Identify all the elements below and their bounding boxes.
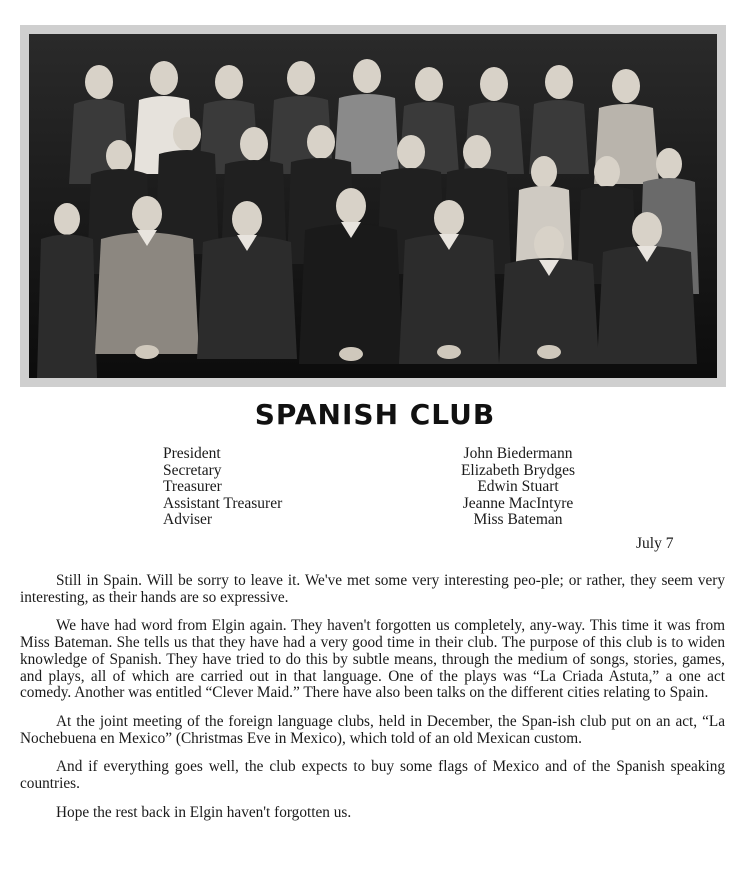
paragraph: Hope the rest back in Elgin haven't forgotten us.: [56, 803, 352, 821]
officer-name: Jeanne MacIntyre: [462, 494, 574, 512]
officer-name: John Biedermann: [463, 445, 573, 462]
article-body: [20, 573, 725, 833]
officer-role: President: [163, 445, 221, 462]
group-photo-illustration: [29, 34, 717, 378]
officer-row: [163, 496, 593, 513]
paragraph: We have had word from Elgin again. They haven't forgotten us completely, any-way. This time it was from Miss Bateman. She tells us that they have had a very good time in their club. The purpose of this club is to widen knowledge of Spanish. They have tried to do this by subtle means, through the medium of songs, stories, games, and plays, all of which are carried out in that language. One of the plays was “La Criada Astuta,” a one act comedy. Another was entitled “Clever Maid.” There have also been talks on the different cities relating to Spain.: [20, 617, 725, 702]
officer-name: Edwin Stuart: [477, 478, 559, 496]
club-photo-frame: [20, 25, 726, 387]
officer-row: [163, 463, 593, 480]
officer-role: Treasurer: [163, 478, 222, 496]
club-group-photo: [29, 34, 717, 378]
officer-role: Assistant Treasurer: [163, 494, 283, 512]
officer-name: Miss Bateman: [473, 511, 563, 529]
paragraph: And if everything goes well, the club expects to buy some flags of Mexico and of the Spanish speaking countries.: [20, 758, 725, 793]
officer-row: [163, 512, 593, 529]
officer-row: [163, 446, 593, 463]
officers-list: [163, 446, 593, 529]
officer-role: Adviser: [163, 511, 213, 529]
paragraph: At the joint meeting of the foreign language clubs, held in December, the Span-ish club put on an act, “La Nochebuena en Mexico” (Christmas Eve in Mexico), which told of an old Mexican custom.: [20, 712, 725, 747]
officer-role: Secretary: [163, 461, 222, 479]
officer-name: Elizabeth Brydges: [460, 461, 576, 479]
paragraph: Still in Spain. Will be sorry to leave it. We've met some very interesting peo-ple; or rather, they seem very interesting, as their hands are so expressive.: [20, 572, 725, 606]
club-title: SPANISH CLUB: [254, 398, 496, 431]
officer-row: [163, 479, 593, 496]
entry-date: July 7: [636, 535, 674, 552]
